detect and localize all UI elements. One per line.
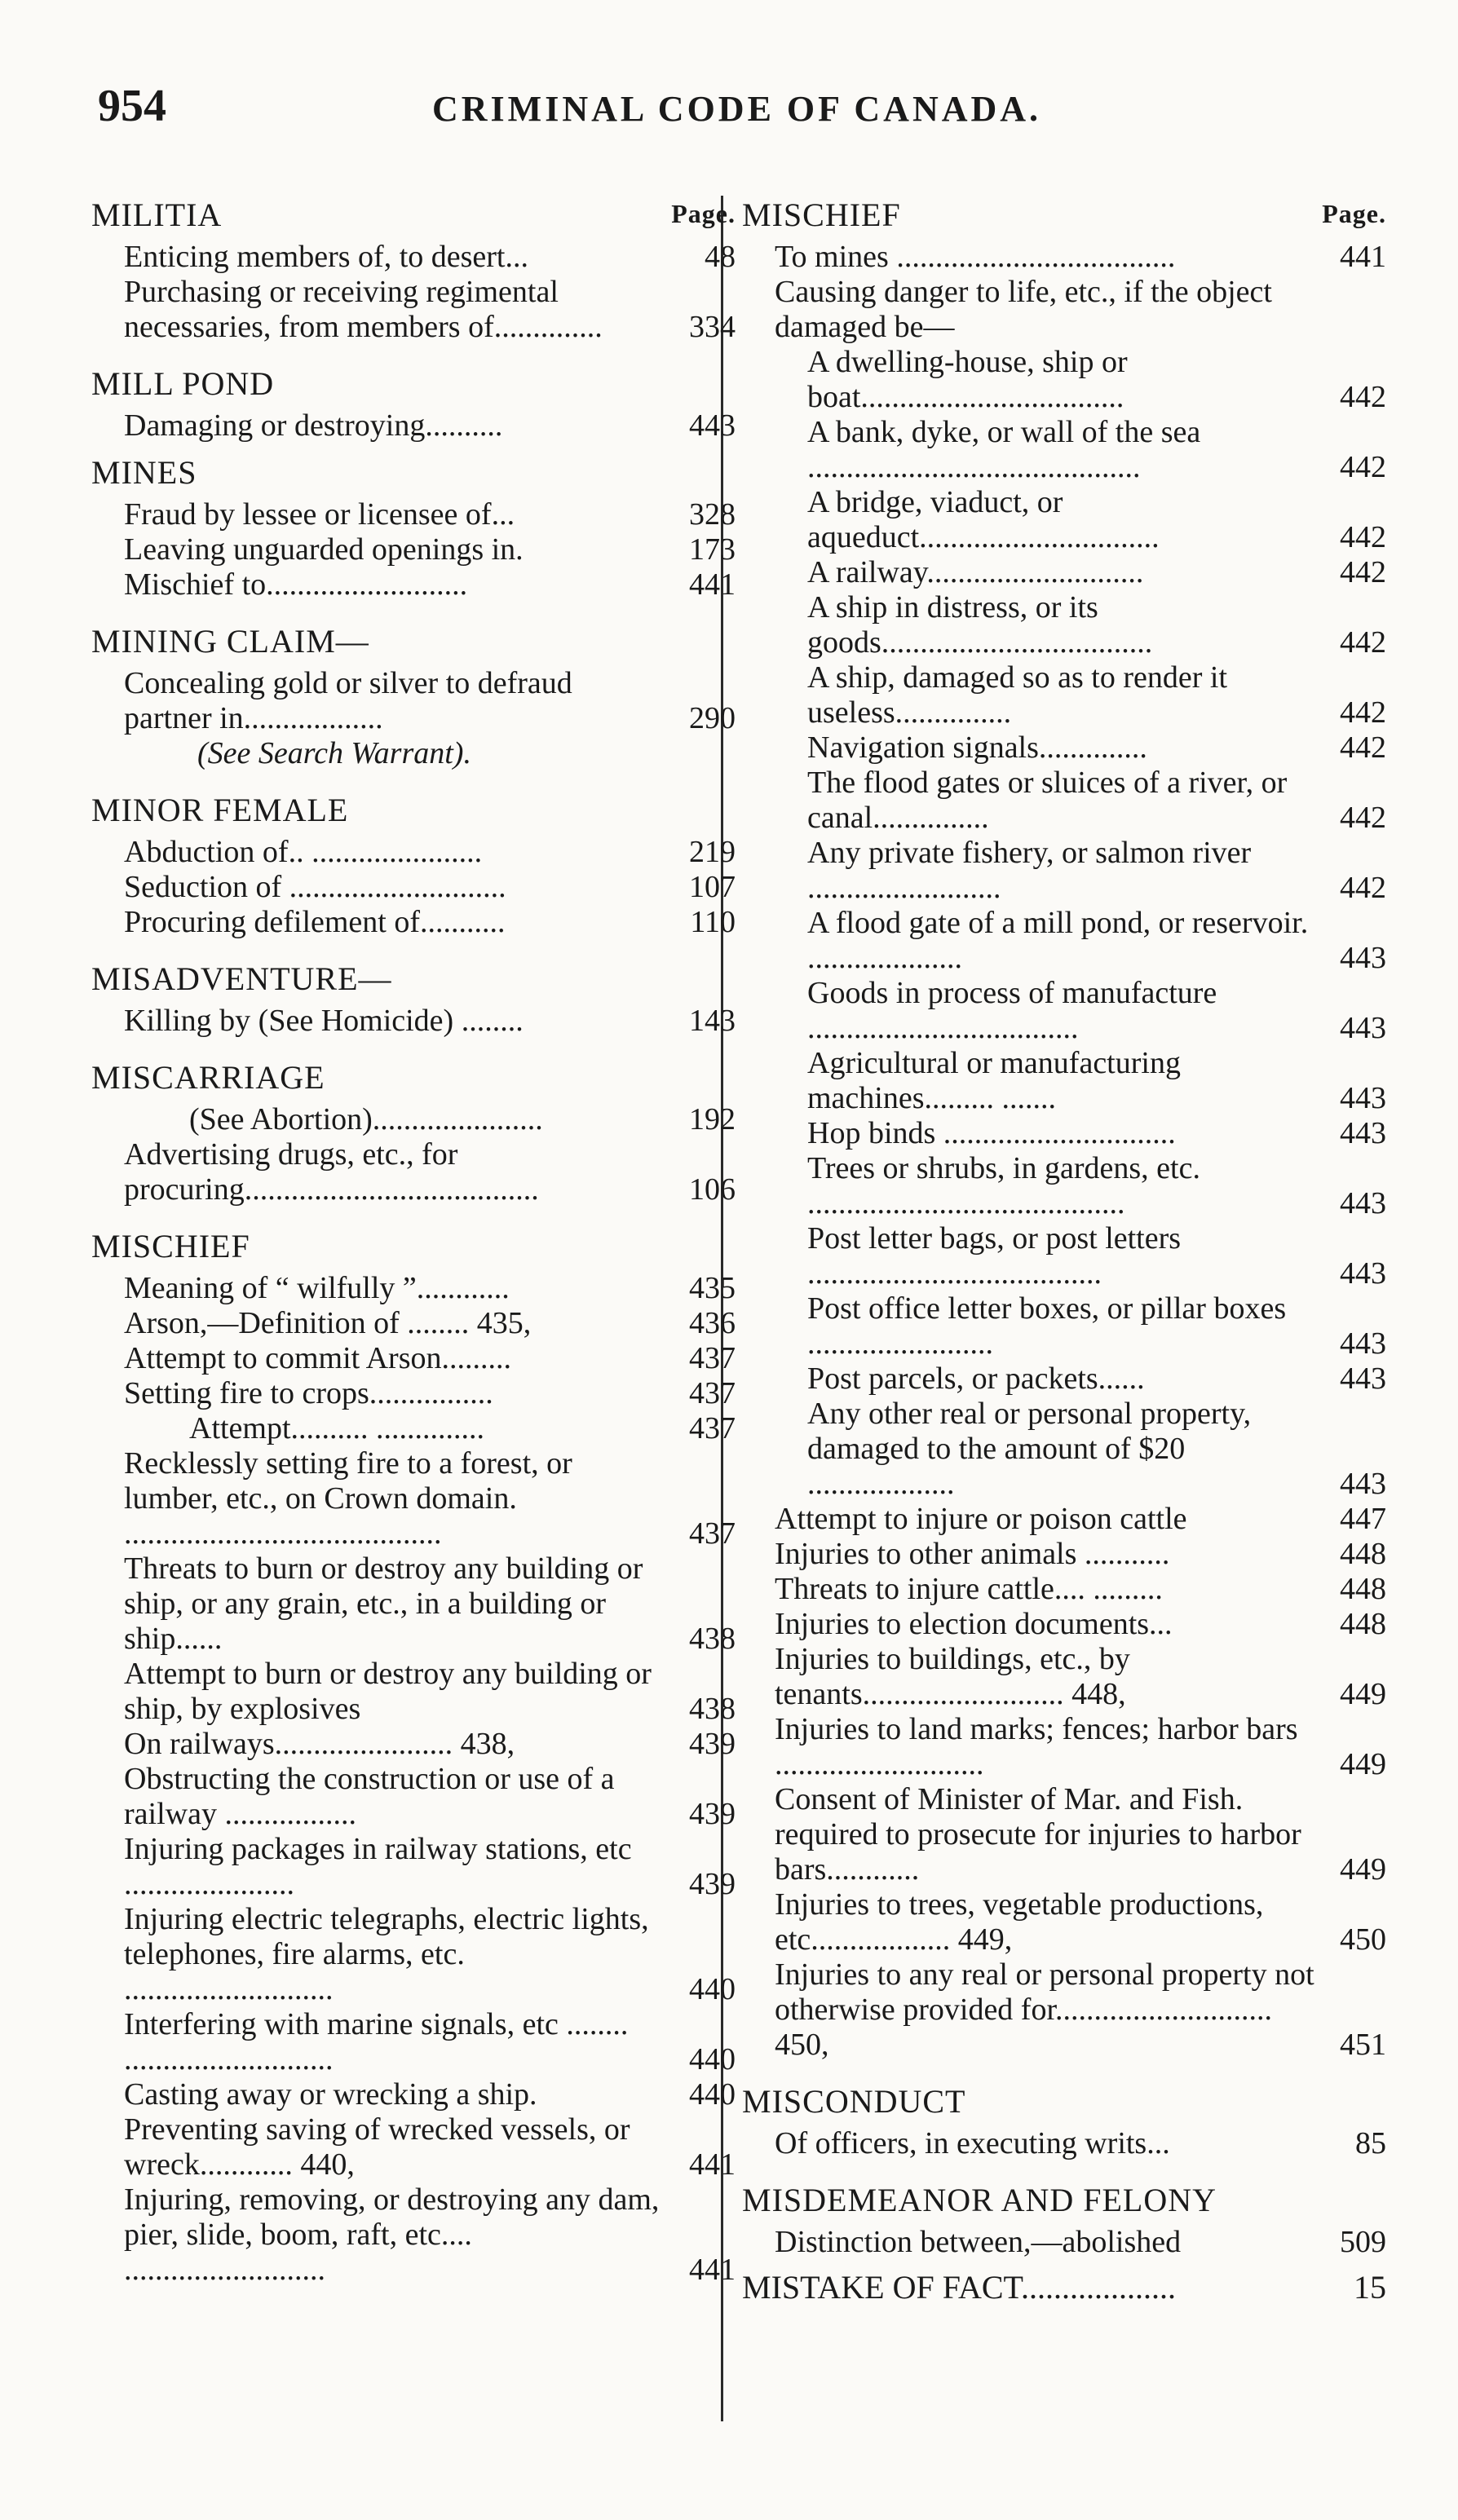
- entry-text: Post office letter boxes, or pillar boxes ........................: [807, 1291, 1287, 1361]
- heading-mistake-of-fact: MISTAKE OF FACT...................: [742, 2269, 1177, 2306]
- entry-page: 437: [689, 1341, 736, 1375]
- index-entry: [91, 532, 736, 567]
- entry-text: Fraud by lessee or licensee of...: [124, 497, 515, 532]
- index-entry: [91, 835, 736, 870]
- entry-text: Procuring defilement of...........: [124, 905, 506, 939]
- index-entry: [742, 1116, 1386, 1151]
- entry-text: A ship, damaged so as to render it useless...............: [807, 660, 1228, 730]
- entry-text: Goods in process of manufacture ...................................: [807, 976, 1217, 1045]
- index-entry: [91, 1832, 736, 1902]
- entry-text: On railways....................... 438,: [124, 1727, 515, 1761]
- mischief-entries-right: [742, 240, 1386, 2063]
- entry-page: 442: [1340, 520, 1386, 554]
- mill-pond-entries: [91, 408, 736, 444]
- index-entry: [742, 415, 1386, 485]
- heading-militia: MILITIA: [91, 196, 223, 233]
- index-entry: [742, 2270, 1386, 2305]
- entry-page: 443: [1340, 1326, 1386, 1361]
- entry-text: A bridge, viaduct, or aqueduct...............................: [807, 485, 1160, 554]
- entry-text: Post letter bags, or post letters ......................................: [807, 1221, 1182, 1291]
- index-entry: [742, 1151, 1386, 1221]
- index-heading: [91, 196, 736, 240]
- entry-page: 443: [1340, 1116, 1386, 1150]
- heading-misconduct: MISCONDUCT: [742, 2083, 966, 2120]
- left-column: [91, 186, 736, 2288]
- entry-page: 447: [1340, 1502, 1386, 1536]
- heading-mischief-left: MISCHIEF: [91, 1228, 250, 1264]
- entry-page: 440: [689, 2042, 736, 2076]
- entry-page: 443: [1340, 1256, 1386, 1291]
- entry-text: Arson,—Definition of ........ 435,: [124, 1306, 532, 1340]
- heading-miscarriage: MISCARRIAGE: [91, 1059, 325, 1096]
- entry-page: 448: [1340, 1537, 1386, 1571]
- entry-text: Injuring packages in railway stations, etc ......................: [124, 1832, 632, 1901]
- entry-page: 192: [689, 1102, 736, 1136]
- index-entry: [91, 1341, 736, 1376]
- index-heading: [91, 453, 736, 497]
- entry-page: 442: [1340, 625, 1386, 660]
- entry-text: Injuries to any real or personal property not otherwise provided for............................ 450,: [775, 1957, 1314, 2062]
- entry-page: 173: [689, 532, 736, 567]
- index-entry: [742, 1887, 1386, 1957]
- see-reference: (See Search Warrant).: [197, 736, 471, 770]
- entry-page: 441: [689, 567, 736, 602]
- entry-page: 441: [1340, 240, 1386, 274]
- entry-page: 442: [1340, 450, 1386, 484]
- index-entry: [91, 1446, 736, 1551]
- index-entry: [91, 1102, 736, 1137]
- entry-page: 440: [689, 1972, 736, 2006]
- entry-page: 442: [1340, 730, 1386, 765]
- index-entry: [742, 1782, 1386, 1887]
- index-entry: [742, 1957, 1386, 2063]
- entry-text: Killing by (See Homicide) ........: [124, 1004, 524, 1038]
- entry-page: 443: [1340, 1362, 1386, 1396]
- entry-page: 435: [689, 1271, 736, 1305]
- entry-text: Mischief to..........................: [124, 567, 468, 602]
- entry-page: 442: [1340, 555, 1386, 589]
- entry-text: Concealing gold or silver to defraud partner in..................: [124, 666, 572, 735]
- entry-page: 440: [689, 2077, 736, 2112]
- entry-page: 451: [1340, 2028, 1386, 2062]
- entry-text: A dwelling-house, ship or boat..................................: [807, 345, 1128, 414]
- index-entry: [742, 555, 1386, 590]
- entry-text: Attempt.......... ..............: [189, 1411, 485, 1445]
- index-entry: [91, 1306, 736, 1341]
- entry-text: Navigation signals..............: [807, 730, 1147, 765]
- entry-page: 437: [689, 1376, 736, 1410]
- entry-page: 106: [689, 1172, 736, 1207]
- entry-page: 443: [1340, 1467, 1386, 1501]
- entry-page: 437: [689, 1411, 736, 1445]
- entry-text: Abduction of.. ......................: [124, 835, 483, 869]
- militia-entries: [91, 240, 736, 345]
- entry-page: 438: [689, 1622, 736, 1656]
- index-entry: [742, 1362, 1386, 1397]
- index-entry: [742, 590, 1386, 660]
- index-entry: [742, 1712, 1386, 1782]
- index-entry: [91, 1762, 736, 1832]
- index-entry: [742, 836, 1386, 906]
- index-entry: [742, 275, 1386, 345]
- entry-page: 443: [1340, 1186, 1386, 1220]
- right-column: [742, 186, 1386, 2305]
- entry-text: Recklessly setting fire to a forest, or lumber, etc., on Crown domain. .........................................: [124, 1446, 572, 1551]
- index-entry: [742, 1642, 1386, 1712]
- entry-text: Interfering with marine signals, etc ........ ...........................: [124, 2007, 629, 2076]
- index-entry: [742, 1537, 1386, 1572]
- entry-text: Consent of Minister of Mar. and Fish. required to prosecute for injuries to harbor bars............: [775, 1782, 1301, 1887]
- entry-page: 450: [1340, 1922, 1386, 1957]
- entry-page: 436: [689, 1306, 736, 1340]
- index-heading: [91, 364, 736, 408]
- index-entry: [742, 906, 1386, 976]
- heading-misdemeanor: MISDEMEANOR AND FELONY: [742, 2182, 1217, 2218]
- running-title: CRIMINAL CODE OF CANADA.: [432, 89, 1042, 129]
- heading-minor-female: MINOR FEMALE: [91, 792, 349, 828]
- minor-female-entries: [91, 835, 736, 940]
- heading-mill-pond: MILL POND: [91, 365, 275, 402]
- index-entry: [91, 2182, 736, 2288]
- entry-page: 219: [689, 835, 736, 869]
- index-heading: [91, 960, 736, 1004]
- index-entry: [91, 2007, 736, 2077]
- misconduct-entries: [742, 2126, 1386, 2161]
- index-entry: [91, 905, 736, 940]
- index-entry: [742, 976, 1386, 1046]
- entry-text: A ship in distress, or its goods...................................: [807, 590, 1153, 660]
- entry-text: Injuries to other animals ...........: [775, 1537, 1170, 1571]
- index-entry: [742, 1046, 1386, 1116]
- entry-page: 448: [1340, 1607, 1386, 1641]
- entry-page: 15: [1354, 2269, 1386, 2306]
- page-header: [0, 80, 1458, 145]
- entry-text: Setting fire to crops................: [124, 1376, 493, 1410]
- entry-page: 107: [689, 870, 736, 904]
- index-entry: [91, 1271, 736, 1306]
- entry-text: To mines ....................................: [775, 240, 1176, 274]
- entry-page: 334: [689, 310, 736, 344]
- entry-page: 509: [1340, 2225, 1386, 2259]
- entry-text: Attempt to burn or destroy any building or ship, by explosives: [124, 1657, 652, 1726]
- entry-page: 439: [689, 1727, 736, 1761]
- index-entry: [91, 567, 736, 602]
- entry-page: 110: [690, 905, 736, 939]
- entry-page: 442: [1340, 871, 1386, 905]
- entry-text: Causing danger to life, etc., if the object damaged be—: [775, 275, 1272, 344]
- entry-page: 443: [1340, 1011, 1386, 1045]
- entry-text: Leaving unguarded openings in.: [124, 532, 524, 567]
- entry-text: Threats to injure cattle.... .........: [775, 1572, 1163, 1606]
- index-entry: [742, 485, 1386, 555]
- entry-text: Hop binds ..............................: [807, 1116, 1176, 1150]
- entry-text: Distinction between,—abolished: [775, 2225, 1182, 2259]
- entry-text: Any other real or personal property, damaged to the amount of $20 ...................: [807, 1397, 1252, 1501]
- index-entry: [91, 2112, 736, 2182]
- entry-text: Meaning of “ wilfully ”............: [124, 1271, 510, 1305]
- entry-text: Post parcels, or packets......: [807, 1362, 1145, 1396]
- entry-text: Injuries to election documents...: [775, 1607, 1173, 1641]
- index-entry: [742, 766, 1386, 836]
- entry-text: Enticing members of, to desert...: [124, 240, 528, 274]
- entry-text: Attempt to commit Arson.........: [124, 1341, 511, 1375]
- page-column-label: Page.: [671, 199, 736, 228]
- index-heading: [91, 622, 736, 666]
- heading-mining-claim: MINING CLAIM—: [91, 623, 369, 660]
- index-entry: [91, 666, 736, 736]
- index-entry: [742, 1397, 1386, 1502]
- index-heading: [91, 1227, 736, 1271]
- entry-text: Injuring, removing, or destroying any dam, pier, slide, boom, raft, etc.... ..........................: [124, 2182, 660, 2287]
- entry-text: Any private fishery, or salmon river .........................: [807, 836, 1252, 905]
- entry-page: 441: [689, 2253, 736, 2287]
- entry-text: Injuries to buildings, etc., by tenants.......................... 448,: [775, 1642, 1130, 1711]
- entry-page: 449: [1340, 1747, 1386, 1781]
- entry-page: 449: [1340, 1677, 1386, 1711]
- entry-text: (See Abortion)......................: [189, 1102, 543, 1136]
- entry-text: Casting away or wrecking a ship.: [124, 2077, 537, 2112]
- heading-misadventure: MISADVENTURE—: [91, 960, 392, 997]
- heading-mines: MINES: [91, 454, 197, 491]
- entry-page: 448: [1340, 1572, 1386, 1606]
- entry-text: Advertising drugs, etc., for procuring......................................: [124, 1137, 539, 1207]
- entry-page: 437: [689, 1516, 736, 1551]
- index-entry: [742, 1221, 1386, 1291]
- entry-page: 438: [689, 1692, 736, 1726]
- entry-text: Purchasing or receiving regimental necessaries, from members of..............: [124, 275, 603, 344]
- entry-page: 443: [689, 408, 736, 443]
- index-entry: [91, 408, 736, 444]
- entry-text: Trees or shrubs, in gardens, etc. .........................................: [807, 1151, 1200, 1220]
- index-entry: [91, 1551, 736, 1657]
- index-entry: [742, 1572, 1386, 1607]
- index-heading: [742, 2181, 1386, 2225]
- entry-page: 328: [689, 497, 736, 532]
- index-entry: [91, 870, 736, 905]
- entry-text: The flood gates or sluices of a river, or canal...............: [807, 766, 1288, 835]
- index-entry: [91, 1902, 736, 2007]
- entry-text: Seduction of ............................: [124, 870, 506, 904]
- index-entry: [742, 2126, 1386, 2161]
- mining-claim-entries: [91, 666, 736, 736]
- entry-page: 443: [1340, 1081, 1386, 1115]
- entry-text: Injuries to trees, vegetable productions, etc.................. 449,: [775, 1887, 1264, 1957]
- index-entry: [91, 1004, 736, 1039]
- entry-text: A railway............................: [807, 555, 1144, 589]
- index-entry: [91, 1137, 736, 1207]
- entry-page: 143: [689, 1004, 736, 1038]
- entry-page: 449: [1340, 1852, 1386, 1887]
- entry-page: 85: [1355, 2126, 1386, 2160]
- entry-text: Agricultural or manufacturing machines......... .......: [807, 1046, 1181, 1115]
- entry-text: Injuring electric telegraphs, electric lights, telephones, fire alarms, etc. ...........................: [124, 1902, 649, 2006]
- entry-page: 439: [689, 1867, 736, 1901]
- misdemeanor-entries: [742, 2225, 1386, 2260]
- index-entry: [742, 1502, 1386, 1537]
- index-entry: [91, 497, 736, 532]
- entry-text: Of officers, in executing writs...: [775, 2126, 1170, 2160]
- entry-text: Attempt to injure or poison cattle: [775, 1502, 1187, 1536]
- entry-page: 443: [1340, 941, 1386, 975]
- entry-page: 442: [1340, 801, 1386, 835]
- index-entry: [742, 345, 1386, 415]
- entry-page: 441: [689, 2147, 736, 2182]
- index-entry: [742, 1291, 1386, 1362]
- entry-text: Injuries to land marks; fences; harbor bars ...........................: [775, 1712, 1298, 1781]
- index-entry: [742, 2225, 1386, 2260]
- heading-mischief-right: MISCHIEF: [742, 196, 901, 233]
- mines-entries: [91, 497, 736, 602]
- mischief-entries-left: [91, 1271, 736, 2288]
- entry-text: Preventing saving of wrecked vessels, or wreck............ 440,: [124, 2112, 630, 2182]
- entry-page: 442: [1340, 380, 1386, 414]
- index-entry: [91, 1376, 736, 1411]
- entry-page: 442: [1340, 695, 1386, 730]
- index-entry: [742, 660, 1386, 730]
- index-entry: [91, 2077, 736, 2112]
- index-entry: [91, 1727, 736, 1762]
- entry-text: A bank, dyke, or wall of the sea ...........................................: [807, 415, 1201, 484]
- entry-text: Damaging or destroying..........: [124, 408, 503, 443]
- entry-text: Obstructing the construction or use of a railway .................: [124, 1762, 615, 1831]
- index-entry: [91, 275, 736, 345]
- index-heading: [742, 2082, 1386, 2126]
- miscarriage-entries: [91, 1102, 736, 1207]
- entry-text: A flood gate of a mill pond, or reservoir. ....................: [807, 906, 1309, 975]
- index-heading: [742, 196, 1386, 240]
- misadventure-entries: [91, 1004, 736, 1039]
- index-entry: [742, 730, 1386, 766]
- entry-page: 439: [689, 1797, 736, 1831]
- index-entry: [91, 240, 736, 275]
- entry-page: 48: [705, 240, 736, 274]
- page-number: 954: [98, 81, 166, 131]
- index-entry: [91, 1411, 736, 1446]
- index-entry: [91, 1657, 736, 1727]
- index-entry: [742, 1607, 1386, 1642]
- page-column-label: Page.: [1322, 199, 1386, 228]
- entry-text: Threats to burn or destroy any building or ship, or any grain, etc., in a building or ship......: [124, 1551, 643, 1656]
- index-entry: [742, 240, 1386, 275]
- entry-page: 290: [689, 701, 736, 735]
- index-heading: [91, 791, 736, 835]
- index-heading: [91, 1058, 736, 1102]
